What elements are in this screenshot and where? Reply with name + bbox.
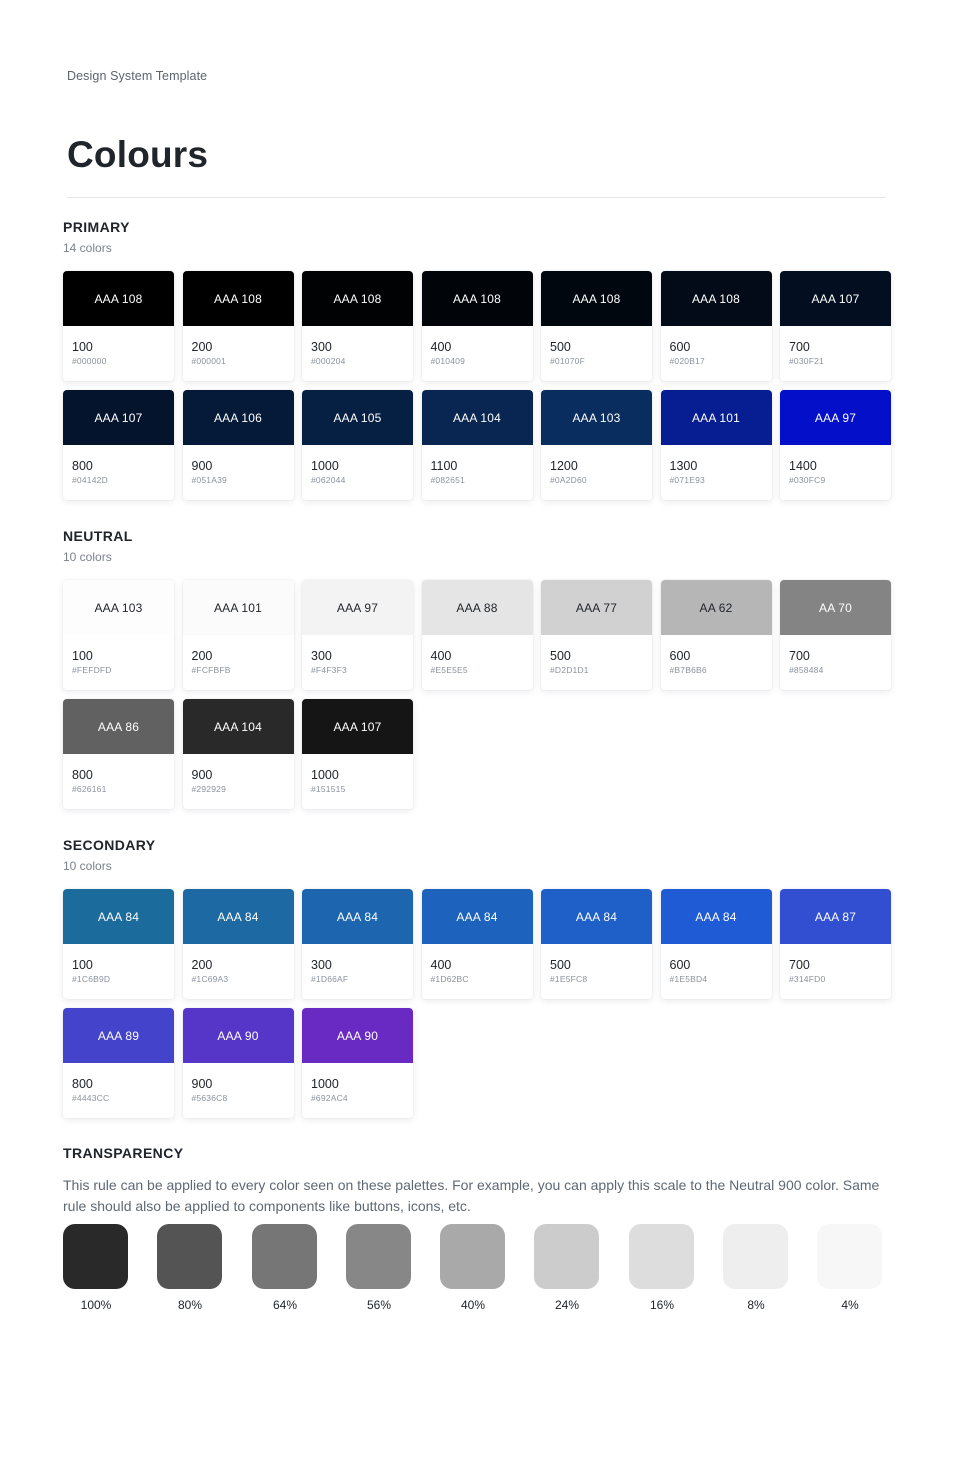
contrast-grade: AAA 104 [213,719,263,734]
swatch-hex: #858484 [789,665,824,675]
swatch-hex: #1E5FC8 [550,974,588,984]
transparency-description: This rule can be applied to every color seen on these palettes. For example, you can apply this scale to the Neutral 900 color. Same rule should also be applied to components like buttons, icons, etc. [63,1177,880,1214]
swatch-step: 1000 [311,459,339,473]
swatch-info [541,445,652,486]
transparency-chip [534,1224,599,1289]
contrast-grade: AAA 84 [336,909,379,924]
swatch-info [661,326,772,367]
transparency-label: 40% [460,1298,486,1312]
section-count: 10 colors [63,859,112,873]
swatch-info [302,754,413,795]
swatch-info [63,326,174,367]
swatch-hex: #B7B6B6 [669,665,707,675]
swatch-step: 300 [311,958,332,972]
transparency-section [63,1145,891,1216]
swatch-info [780,944,891,985]
swatch-step: 100 [72,958,93,972]
transparency-label: 80% [177,1298,203,1312]
transparency-scale [63,1224,883,1324]
color-swatch-card[interactable] [541,580,652,690]
section-title: TRANSPARENCY [63,1145,184,1161]
contrast-grade: AAA 106 [213,410,263,425]
contrast-grade: AAA 84 [575,909,618,924]
contrast-grade: AAA 107 [333,719,382,734]
swatch-hex: #010409 [430,356,465,366]
color-swatch-card[interactable] [63,699,174,809]
swatch-info [183,754,294,795]
swatch-color-block [183,390,294,445]
swatch-step: 500 [550,958,571,972]
swatch-step: 100 [72,649,93,663]
contrast-grade: AAA 84 [695,909,737,924]
swatch-color-block [661,580,772,635]
swatch-hex: #1C6B9D [72,974,111,984]
section-title: PRIMARY [63,219,130,235]
section-count: 10 colors [63,550,112,564]
swatch-hex: #151515 [311,784,346,794]
swatch-info [302,445,413,486]
swatch-step: 600 [669,340,691,354]
transparency-chip [723,1224,788,1289]
color-swatch-card[interactable] [63,580,174,690]
contrast-grade: AAA 77 [575,600,618,615]
transparency-label: 56% [366,1298,392,1312]
swatch-color-block [302,889,413,944]
color-swatch-card[interactable] [63,390,174,500]
secondary-swatch-grid [63,889,891,1118]
swatch-color-block [63,271,174,326]
swatch-step: 500 [550,340,571,354]
swatch-step: 300 [311,340,332,354]
color-swatch-card[interactable] [780,390,891,500]
transparency-chip [817,1224,882,1289]
swatch-hex: #1C69A3 [191,974,229,984]
transparency-step [63,1224,129,1312]
color-swatch-card[interactable] [302,580,413,690]
swatch-step: 700 [789,649,810,663]
swatch-color-block [541,889,652,944]
transparency-step [629,1224,695,1312]
color-swatch-card[interactable] [661,390,772,500]
color-swatch-card[interactable] [183,390,294,500]
document-eyebrow: Design System Template [67,69,208,83]
swatch-color-block [183,699,294,754]
transparency-label: 4% [841,1298,859,1312]
swatch-color-block [63,889,174,944]
transparency-step [723,1224,789,1312]
color-swatch-card[interactable] [780,889,891,999]
swatch-hex: #292929 [191,784,226,794]
swatch-info [63,635,174,676]
swatch-step: 200 [191,340,213,354]
swatch-step: 300 [311,649,332,663]
section-title: SECONDARY [63,837,156,853]
swatch-info [422,944,533,985]
swatch-hex: #F4F3F3 [311,665,347,675]
contrast-grade: AAA 86 [97,719,140,734]
contrast-grade: AAA 97 [336,600,379,615]
contrast-grade: AAA 107 [811,291,860,306]
swatch-info [780,635,891,676]
swatch-step: 1000 [311,768,339,782]
swatch-step: 1400 [789,459,817,473]
swatch-info [183,445,294,486]
swatch-step: 800 [72,459,93,473]
color-swatch-card[interactable] [541,889,652,999]
swatch-hex: #030FC9 [789,475,826,485]
swatch-step: 1300 [669,459,698,473]
transparency-step [157,1224,223,1312]
section-count: 14 colors [63,241,112,255]
swatch-color-block [63,580,174,635]
contrast-grade: AAA 107 [94,410,143,425]
neutral-swatch-grid [63,580,891,809]
transparency-step [252,1224,318,1312]
contrast-grade: AAA 103 [572,410,621,425]
primary-swatch-grid [63,271,891,500]
swatch-color-block [780,390,891,445]
swatch-info [661,635,772,676]
contrast-grade: AAA 108 [94,291,143,306]
transparency-chip [629,1224,694,1289]
swatch-info [63,445,174,486]
swatch-info [541,944,652,985]
contrast-grade: AAA 84 [97,909,140,924]
swatch-color-block [780,580,891,635]
color-swatch-card[interactable] [63,889,174,999]
swatch-step: 700 [789,340,810,354]
swatch-step: 600 [669,649,691,663]
swatch-info [63,1063,174,1104]
transparency-label: 8% [747,1298,765,1312]
contrast-grade: AAA 87 [814,909,857,924]
swatch-hex: #1D66AF [311,974,349,984]
transparency-chip [157,1224,222,1289]
secondary-section [63,837,891,1103]
transparency-step [817,1224,883,1312]
swatch-hex: #04142D [72,475,108,485]
swatch-hex: #020B17 [669,356,705,366]
color-swatch-card[interactable] [661,271,772,381]
swatch-color-block [63,390,174,445]
swatch-color-block [780,889,891,944]
swatch-color-block [302,580,413,635]
swatch-color-block [302,271,413,326]
swatch-info [183,1063,294,1104]
swatch-hex: #082651 [430,475,465,485]
swatch-step: 400 [430,958,452,972]
swatch-hex: #01070F [550,356,585,366]
swatch-step: 1200 [550,459,578,473]
swatch-step: 1000 [311,1077,339,1091]
swatch-color-block [541,271,652,326]
transparency-label: 100% [80,1298,112,1312]
contrast-grade: AAA 84 [217,909,259,924]
swatch-step: 900 [191,768,213,782]
swatch-hex: #626161 [72,784,107,794]
swatch-color-block [661,390,772,445]
swatch-step: 600 [669,958,691,972]
swatch-info [780,326,891,367]
swatch-info [183,326,294,367]
swatch-info [661,944,772,985]
contrast-grade: AAA 101 [691,410,741,425]
swatch-hex: #071E93 [669,475,705,485]
transparency-label: 64% [272,1298,298,1312]
contrast-grade: AAA 90 [336,1028,379,1043]
swatch-color-block [422,580,533,635]
swatch-step: 900 [191,459,213,473]
swatch-info [63,754,174,795]
contrast-grade: AAA 88 [456,600,498,615]
color-swatch-card[interactable] [422,271,533,381]
swatch-step: 200 [191,958,213,972]
contrast-grade: AAA 108 [333,291,382,306]
swatch-color-block [661,271,772,326]
section-title: NEUTRAL [63,528,133,544]
transparency-chip [252,1224,317,1289]
contrast-grade: AAA 103 [94,600,143,615]
title-divider [67,197,886,198]
color-swatch-card[interactable] [541,271,652,381]
color-swatch-card[interactable] [302,889,413,999]
contrast-grade: AAA 101 [213,600,263,615]
swatch-info [541,326,652,367]
color-swatch-card[interactable] [780,580,891,690]
color-swatch-card[interactable] [183,580,294,690]
color-swatch-card[interactable] [183,889,294,999]
contrast-grade: AAA 90 [217,1028,259,1043]
swatch-color-block [661,889,772,944]
contrast-grade: AAA 89 [97,1028,140,1043]
swatch-hex: #D2D1D1 [550,665,589,675]
color-swatch-card[interactable] [302,1008,413,1118]
color-swatch-card[interactable] [63,1008,174,1118]
swatch-hex: #FEFDFD [72,665,112,675]
swatch-step: 1100 [430,459,458,473]
swatch-color-block [541,390,652,445]
swatch-color-block [302,699,413,754]
color-swatch-card[interactable] [661,889,772,999]
swatch-step: 100 [72,340,93,354]
swatch-info [302,635,413,676]
swatch-color-block [780,271,891,326]
swatch-hex: #062044 [311,475,346,485]
contrast-grade: AA 70 [818,600,853,615]
color-swatch-card[interactable] [302,390,413,500]
swatch-info [422,445,533,486]
swatch-hex: #E5E5E5 [430,665,468,675]
neutral-section [63,528,891,794]
swatch-hex: #1D62BC [430,974,469,984]
swatch-hex: #030F21 [789,356,824,366]
swatch-color-block [302,1008,413,1063]
swatch-step: 400 [430,340,452,354]
color-swatch-card[interactable] [541,390,652,500]
color-swatch-card[interactable] [661,580,772,690]
color-swatch-card[interactable] [302,699,413,809]
transparency-step [440,1224,506,1312]
swatch-info [302,944,413,985]
swatch-color-block [422,390,533,445]
swatch-info [661,445,772,486]
contrast-grade: AAA 104 [452,410,502,425]
color-swatch-card[interactable] [183,1008,294,1118]
transparency-step [534,1224,600,1312]
transparency-label: 16% [649,1298,675,1312]
swatch-color-block [302,390,413,445]
swatch-info [302,326,413,367]
swatch-info [63,944,174,985]
swatch-info [422,635,533,676]
contrast-grade: AAA 84 [456,909,498,924]
swatch-hex: #692AC4 [311,1093,348,1103]
swatch-step: 500 [550,649,571,663]
swatch-step: 700 [789,958,810,972]
swatch-hex: #0A2D60 [550,475,587,485]
primary-section [63,219,891,485]
swatch-info [780,445,891,486]
contrast-grade: AA 62 [699,600,733,615]
color-swatch-card[interactable] [63,271,174,381]
contrast-grade: AAA 108 [691,291,741,306]
swatch-hex: #4443CC [72,1093,110,1103]
swatch-info [183,635,294,676]
swatch-hex: #FCFBFB [191,665,231,675]
swatch-info [302,1063,413,1104]
color-swatch-card[interactable] [183,699,294,809]
color-swatch-card[interactable] [422,889,533,999]
swatch-color-block [422,271,533,326]
transparency-label: 24% [554,1298,580,1312]
swatch-color-block [183,271,294,326]
contrast-grade: AAA 108 [572,291,621,306]
swatch-hex: #000204 [311,356,346,366]
swatch-color-block [63,1008,174,1063]
transparency-chip [440,1224,505,1289]
color-swatch-card[interactable] [302,271,413,381]
swatch-step: 800 [72,1077,93,1091]
contrast-grade: AAA 108 [452,291,502,306]
swatch-color-block [422,889,533,944]
swatch-step: 900 [191,1077,213,1091]
swatch-hex: #000000 [72,356,107,366]
swatch-step: 400 [430,649,452,663]
swatch-info [541,635,652,676]
color-swatch-card[interactable] [422,390,533,500]
swatch-hex: #000001 [191,356,226,366]
contrast-grade: AAA 97 [814,410,857,425]
page-title: Colours [67,134,209,175]
transparency-step [346,1224,412,1312]
transparency-chip [346,1224,411,1289]
swatch-info [183,944,294,985]
contrast-grade: AAA 108 [213,291,263,306]
swatch-color-block [541,580,652,635]
transparency-chip [63,1224,128,1289]
color-swatch-card[interactable] [422,580,533,690]
color-swatch-card[interactable] [780,271,891,381]
swatch-hex: #1E5BD4 [669,974,708,984]
swatch-hex: #5636C8 [191,1093,228,1103]
swatch-color-block [183,1008,294,1063]
swatch-hex: #314FD0 [789,974,826,984]
contrast-grade: AAA 105 [333,410,382,425]
swatch-step: 200 [191,649,213,663]
swatch-color-block [183,580,294,635]
swatch-hex: #051A39 [191,475,227,485]
swatch-step: 800 [72,768,93,782]
color-swatch-card[interactable] [183,271,294,381]
swatch-info [422,326,533,367]
swatch-color-block [63,699,174,754]
swatch-color-block [183,889,294,944]
